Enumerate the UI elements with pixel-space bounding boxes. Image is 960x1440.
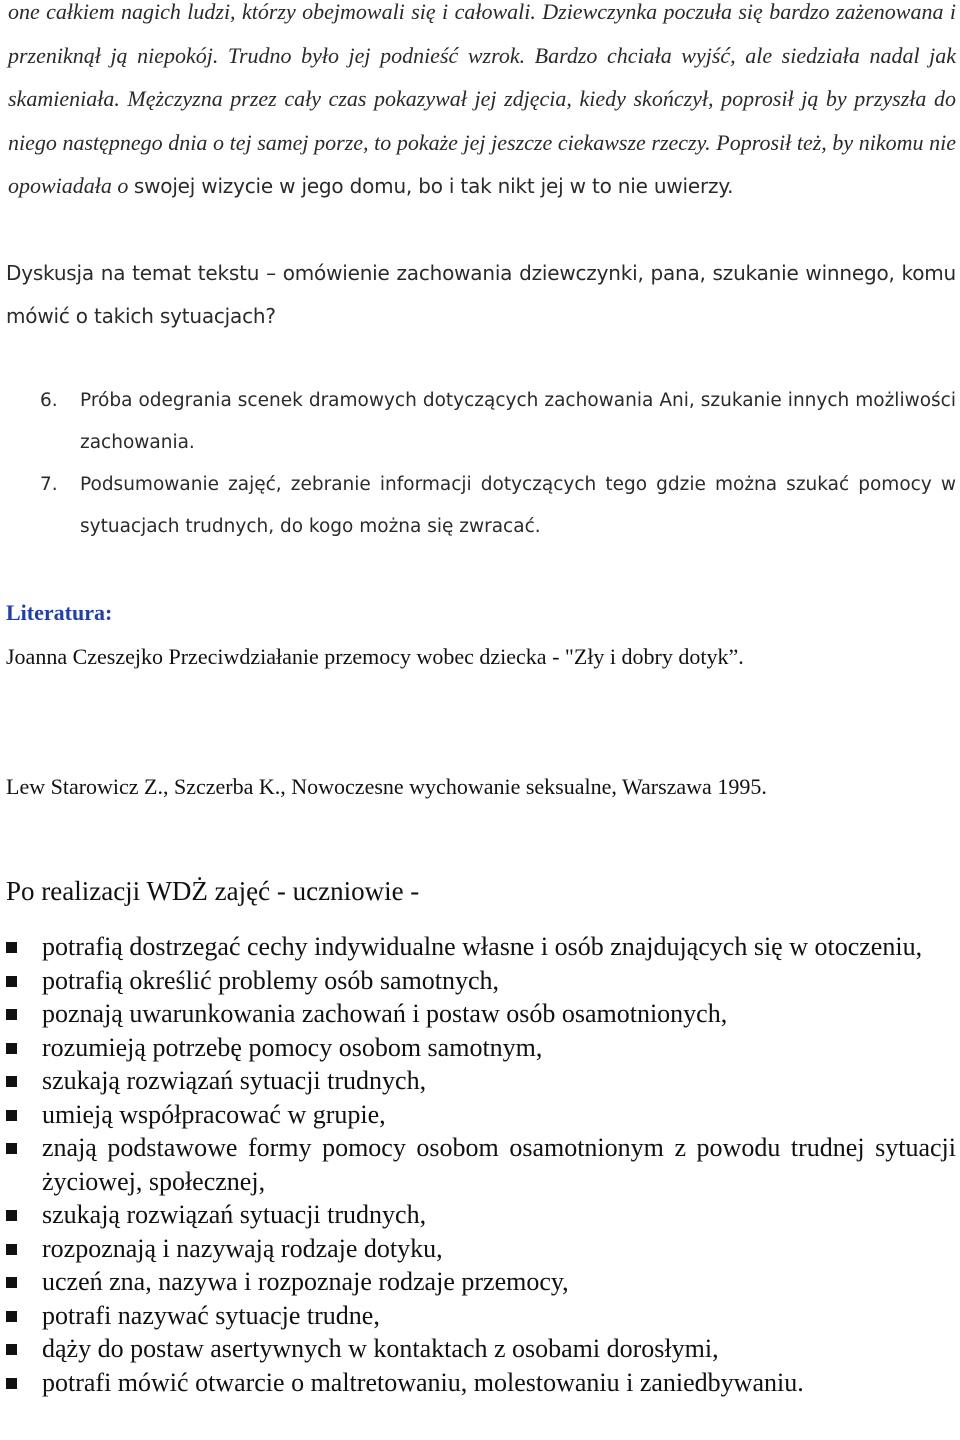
outcome-item	[0, 1332, 956, 1366]
square-bullet-icon	[6, 1210, 17, 1221]
literature-heading: Literatura:	[6, 600, 113, 625]
lesson-step	[40, 464, 956, 548]
square-bullet-icon	[6, 1110, 17, 1121]
outcome-item	[0, 1131, 956, 1198]
outcome-item	[0, 1031, 956, 1065]
square-bullet-icon	[6, 1143, 17, 1154]
square-bullet-icon	[6, 1344, 17, 1355]
outcome-text: rozumieją potrzebę pomocy osobom samotnym,	[42, 1032, 543, 1062]
outcomes-list	[0, 930, 956, 1399]
square-bullet-icon	[6, 1311, 17, 1322]
square-bullet-icon	[6, 976, 17, 987]
outcome-text: szukają rozwiązań sytuacji trudnych,	[42, 1200, 427, 1229]
square-bullet-icon	[6, 1076, 17, 1087]
square-bullet-icon	[6, 1244, 17, 1255]
outcome-text: potrafi nazywać sytuacje trudne,	[42, 1300, 380, 1330]
outcome-text: potrafią określić problemy osób samotnych,	[42, 965, 500, 995]
outcome-item	[0, 1232, 956, 1266]
lesson-steps	[40, 380, 956, 548]
outcome-text: szukają rozwiązań sytuacji trudnych,	[42, 1066, 427, 1095]
discussion-paragraph: Dyskusja na temat tekstu – omówienie zachowania dziewczynki, pana, szukanie winnego, komu mówić o takich sytuacjach?	[6, 261, 956, 328]
outcome-text: dąży do postaw asertywnych w kontaktach z osobami dorosłymi,	[42, 1334, 719, 1363]
step-text: Podsumowanie zajęć, zebranie informacji dotyczących tego gdzie można szukać pomocy w sytuacjach trudnych, do kogo można się zwracać.	[80, 474, 956, 537]
square-bullet-icon	[6, 1277, 17, 1288]
outcome-item	[0, 1366, 956, 1400]
outcome-item	[0, 1299, 956, 1333]
outcome-text: umieją współpracować w grupie,	[42, 1099, 386, 1129]
outcome-item	[0, 930, 956, 964]
outcome-text: uczeń zna, nazywa i rozpoznaje rodzaje przemocy,	[42, 1267, 569, 1296]
story-paragraph	[8, 0, 956, 209]
lesson-step	[40, 380, 956, 464]
outcome-text: znają podstawowe formy pomocy osobom osamotnionym z powodu trudnej sytuacji życiowej, społecznej,	[42, 1133, 956, 1196]
outcome-item	[0, 1198, 956, 1232]
square-bullet-icon	[6, 942, 17, 953]
literature-item: Joanna Czeszejko Przeciwdziałanie przemocy wobec dziecka - "Zły i dobry dotyk”.	[6, 644, 744, 669]
story-tail: swojej wizycie w jego domu, bo i tak nikt jej w to nie uwierzy.	[133, 174, 734, 198]
step-text: Próba odegrania scenek dramowych dotyczących zachowania Ani, szukanie innych możliwości zachowania.	[80, 390, 956, 453]
story-text: one całkiem nagich ludzi, którzy obejmowali się i całowali. Dziewczynka poczuła się bardzo zażenowana i przeniknął ją niepokój. Trudno było jej podnieść wzrok. Bardzo chciała wyjść, ale siedziała nadal jak skamieniała. Mężczyzna przez cały czas pokazywał jej zdjęcia, kiedy skończył, poprosił ją by przyszła do niego następnego dnia o tej samej porze, to pokaże jej jeszcze ciekawsze rzeczy. Poprosił też, by nikomu nie opowiadała o	[8, 0, 956, 198]
outcomes-heading: Po realizacji WDŻ zajęć - uczniowie -	[6, 876, 420, 906]
square-bullet-icon	[6, 1378, 17, 1389]
outcome-item	[0, 964, 956, 998]
outcome-item	[0, 1265, 956, 1299]
outcome-text: potrafi mówić otwarcie o maltretowaniu, molestowaniu i zaniedbywaniu.	[42, 1367, 804, 1397]
outcome-text: poznają uwarunkowania zachowań i postaw osób osamotnionych,	[42, 999, 728, 1028]
outcome-item	[0, 1064, 956, 1098]
step-number: 6.	[40, 390, 58, 411]
square-bullet-icon	[6, 1009, 17, 1020]
square-bullet-icon	[6, 1043, 17, 1054]
outcome-item	[0, 997, 956, 1031]
literature-item: Lew Starowicz Z., Szczerba K., Nowoczesne wychowanie seksualne, Warszawa 1995.	[6, 774, 767, 799]
outcome-text: rozpoznają i nazywają rodzaje dotyku,	[42, 1233, 443, 1263]
step-number: 7.	[40, 474, 58, 495]
outcome-item	[0, 1098, 956, 1132]
outcome-text: potrafią dostrzegać cechy indywidualne własne i osób znajdujących się w otoczeniu,	[42, 932, 923, 961]
